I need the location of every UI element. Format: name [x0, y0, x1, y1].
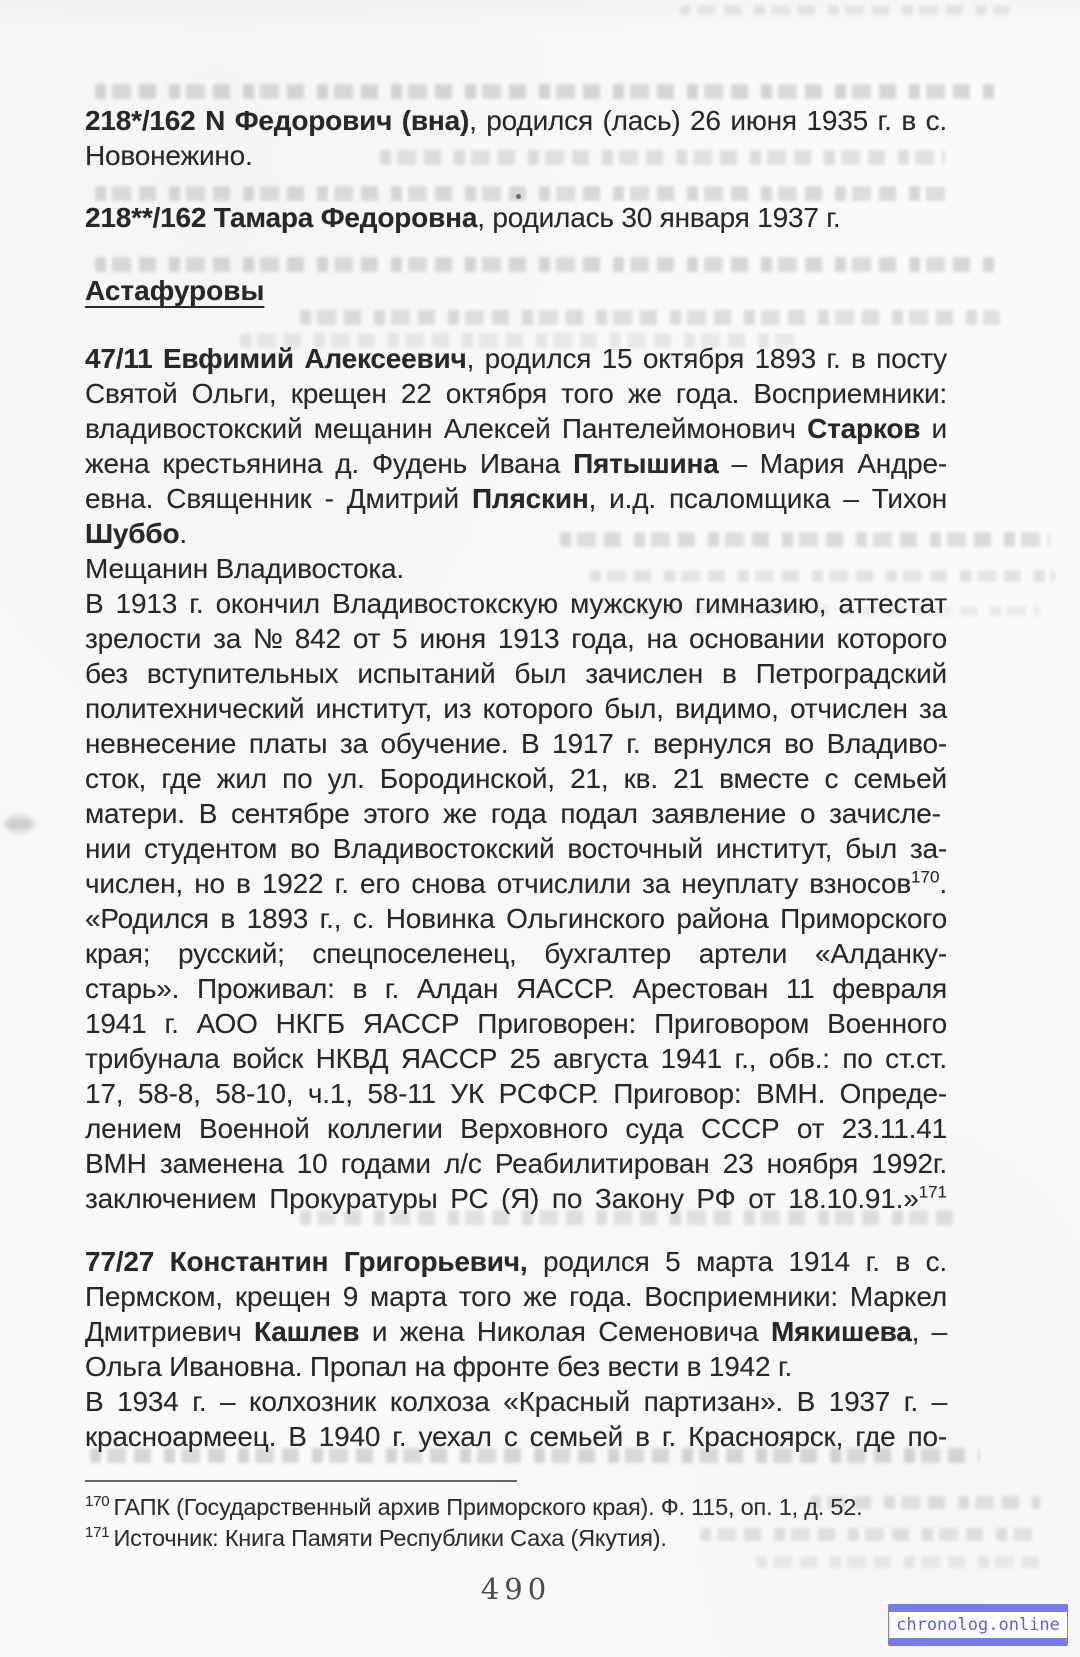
footnote: $^{171}$ Источник: Книга Памяти Республики Саха (Якутия).: [85, 1524, 667, 1551]
text-line: Пермском, крещен 9 марта того же года. Восприемники: Маркел: [85, 1281, 947, 1312]
footnotes: [85, 1492, 947, 1554]
text-line: 218*/162 N Федорович (вна), родился (лась) 26 июня 1935 г. в с.: [85, 105, 947, 136]
text-line: заключением Прокуратуры РС (Я) по Закону РФ от 18.10.91.»$^{171}$: [85, 1182, 947, 1214]
page-number: 490: [480, 1572, 552, 1606]
text-line: 218**/162 Тамара Федоровна, родилась 30 января 1937 г.: [85, 202, 841, 233]
text-line: 17, 58-8, 58-10, ч.1, 58-11 УК РСФСР. Приговор: ВМН. Опреде-: [85, 1078, 947, 1109]
text-line: края; русский; спецпоселенец, бухгалтер артели «Алданку-: [85, 938, 947, 969]
text-line: сток, где жил по ул. Бородинской, 21, кв. 21 вместе с семьей: [85, 763, 947, 794]
bleed-through-mark: [680, 5, 1010, 15]
text-line: красноармеец. В 1940 г. уехал с семьей в г. Красноярск, где по-: [85, 1421, 947, 1452]
text-line: Новонежино.: [85, 140, 253, 171]
text-line: ВМН заменена 10 годами л/с Реабилитирован 23 ноября 1992г.: [85, 1148, 947, 1179]
text-line: зрелости за № 842 от 5 июня 1913 года, на основании которого: [85, 623, 947, 654]
text-line: 1941 г. АОО НКГБ ЯАССР Приговорен: Приговором Военного: [85, 1008, 947, 1039]
text-line: владивостокский мещанин Алексей Пантелеймонович Старков и: [85, 413, 947, 444]
text-line: В 1913 г. окончил Владивостокскую мужскую гимназию, аттестат: [85, 588, 947, 619]
bleed-through-mark: [95, 84, 995, 99]
text-line: Мещанин Владивостока.: [85, 553, 404, 584]
text-line: В 1934 г. – колхозник колхоза «Красный партизан». В 1937 г. –: [85, 1386, 947, 1417]
text-line: лением Военной коллегии Верховного суда СССР от 23.11.41: [85, 1113, 947, 1144]
watermark-inner: [889, 1612, 1067, 1638]
text-line: невнесение платы за обучение. В 1917 г. вернулся во Владиво-: [85, 728, 947, 759]
text-line: Святой Ольги, крещен 22 октября того же года. Восприемники:: [85, 378, 947, 409]
footnote: $^{170}$ ГАПК (Государственный архив Приморского края). Ф. 115, оп. 1, д. 52.: [85, 1493, 863, 1520]
text-line: числен, но в 1922 г. его снова отчислили за неуплату взносов$^{170}$.: [85, 867, 947, 899]
text-column: [85, 103, 947, 1606]
text-line: старь». Проживал: в г. Алдан ЯАССР. Арестован 11 февраля: [85, 973, 947, 1004]
text-line: без вступительных испытаний был зачислен в Петроградский: [85, 658, 947, 689]
watermark-badge: [888, 1604, 1068, 1646]
text-line: 77/27 Константин Григорьевич, родился 5 марта 1914 г. в с.: [85, 1246, 947, 1277]
text-line: Ольга Ивановна. Пропал на фронте без вести в 1942 г.: [85, 1351, 793, 1382]
text-line: Дмитриевич Кашлев и жена Николая Семеновича Мякишева, –: [85, 1316, 947, 1347]
margin-smudge: [4, 816, 34, 832]
text-line: матери. В сентябре этого же года подал заявление о зачисле-: [85, 798, 941, 829]
text-line: жена крестьянина д. Фудень Ивана Пятышина – Мария Андре-: [85, 448, 947, 479]
text-line: трибунала войск НКВД ЯАССР 25 августа 1941 г., обв.: по ст.ст.: [85, 1043, 947, 1074]
watermark-label: chronolog.online: [896, 1615, 1060, 1635]
text-line: 47/11 Евфимий Алексеевич, родился 15 октября 1893 г. в посту: [85, 343, 947, 374]
text-line: «Родился в 1893 г., с. Новинка Ольгинского района Приморского: [85, 903, 947, 934]
family-surname-heading: Астафуровы: [85, 275, 265, 306]
footnote-separator: [85, 1480, 517, 1482]
text-line: политехнический институт, из которого был, видимо, отчислен за: [85, 693, 947, 724]
text-line: нии студентом во Владивостокский восточный институт, был за-: [85, 833, 947, 864]
text-line: евна. Священник - Дмитрий Пляскин, и.д. псаломщика – Тихон: [85, 483, 947, 514]
text-line: Шуббо.: [85, 518, 187, 549]
